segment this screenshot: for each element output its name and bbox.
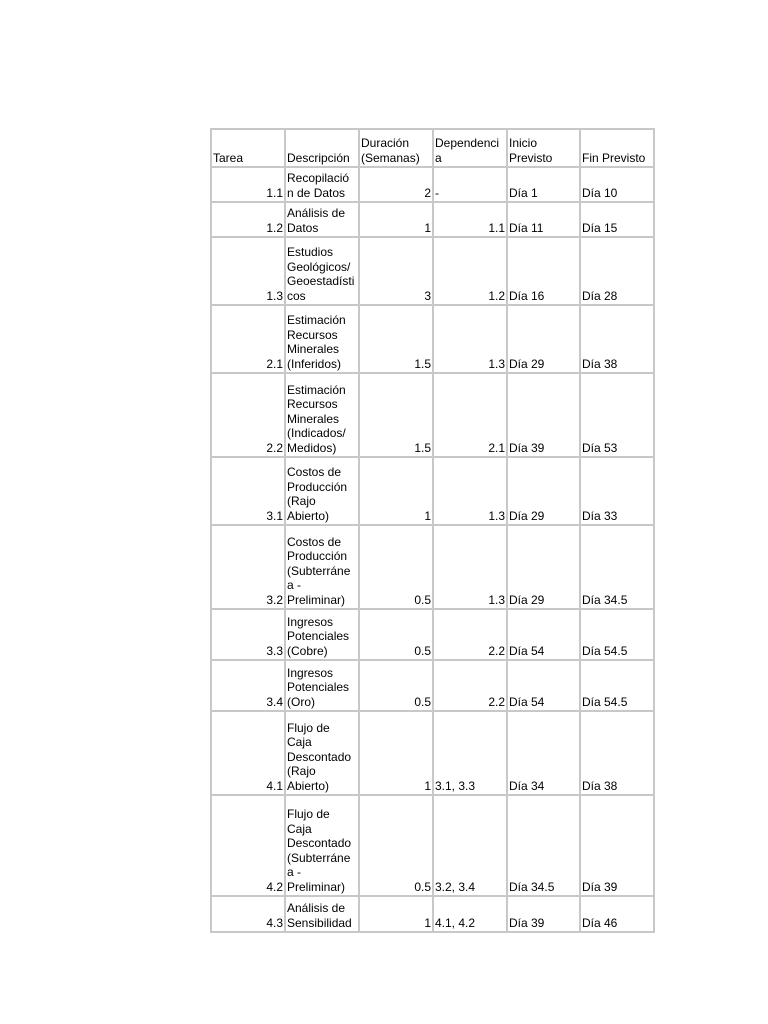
cell-duracion: 2 [359, 167, 433, 202]
cell-fin: Día 46 [580, 896, 654, 932]
cell-descripcion: Flujo de Caja Descontado (Rajo Abierto) [285, 711, 359, 795]
cell-fin: Día 34.5 [580, 525, 654, 609]
cell-fin: Día 15 [580, 202, 654, 237]
header-inicio: Inicio Previsto [507, 129, 580, 167]
cell-descripcion: Análisis de Datos [285, 202, 359, 237]
cell-fin: Día 33 [580, 457, 654, 525]
cell-dependencia: 1.3 [433, 457, 507, 525]
cell-fin: Día 54.5 [580, 660, 654, 711]
cell-inicio: Día 34.5 [507, 795, 580, 896]
cell-dependencia: - [433, 167, 507, 202]
cell-inicio: Día 39 [507, 896, 580, 932]
header-dependencia: Dependenci a [433, 129, 507, 167]
cell-fin: Día 39 [580, 795, 654, 896]
cell-fin: Día 54.5 [580, 609, 654, 660]
cell-inicio: Día 11 [507, 202, 580, 237]
cell-tarea: 2.2 [211, 373, 285, 457]
cell-tarea: 1.2 [211, 202, 285, 237]
header-fin: Fin Previsto [580, 129, 654, 167]
cell-tarea: 3.1 [211, 457, 285, 525]
header-tarea: Tarea [211, 129, 285, 167]
table-row [211, 711, 654, 795]
cell-tarea: 4.2 [211, 795, 285, 896]
table-row [211, 457, 654, 525]
cell-descripcion: Costos de Producción (Subterráne a - Preliminar) [285, 525, 359, 609]
table-row [211, 660, 654, 711]
cell-inicio: Día 54 [507, 660, 580, 711]
cell-duracion: 3 [359, 237, 433, 305]
cell-descripcion: Recopilació n de Datos [285, 167, 359, 202]
cell-descripcion: Flujo de Caja Descontado (Subterráne a - Preliminar) [285, 795, 359, 896]
cell-dependencia: 4.1, 4.2 [433, 896, 507, 932]
cell-inicio: Día 29 [507, 457, 580, 525]
table-row [211, 373, 654, 457]
cell-descripcion: Costos de Producción (Rajo Abierto) [285, 457, 359, 525]
cell-dependencia: 1.3 [433, 525, 507, 609]
cell-inicio: Día 54 [507, 609, 580, 660]
cell-fin: Día 38 [580, 711, 654, 795]
cell-dependencia: 1.3 [433, 305, 507, 373]
cell-duracion: 1.5 [359, 305, 433, 373]
cell-inicio: Día 34 [507, 711, 580, 795]
cell-fin: Día 38 [580, 305, 654, 373]
table-row [211, 896, 654, 932]
cell-descripcion: Ingresos Potenciales (Oro) [285, 660, 359, 711]
cell-duracion: 1.5 [359, 373, 433, 457]
cell-dependencia: 2.2 [433, 609, 507, 660]
cell-duracion: 0.5 [359, 795, 433, 896]
cell-tarea: 3.3 [211, 609, 285, 660]
cell-dependencia: 3.1, 3.3 [433, 711, 507, 795]
cell-tarea: 4.3 [211, 896, 285, 932]
cell-descripcion: Estudios Geológicos/ Geoestadísti cos [285, 237, 359, 305]
cell-duracion: 0.5 [359, 609, 433, 660]
cell-tarea: 1.1 [211, 167, 285, 202]
cell-dependencia: 2.1 [433, 373, 507, 457]
cell-dependencia: 3.2, 3.4 [433, 795, 507, 896]
header-descripcion: Descripción [285, 129, 359, 167]
cell-tarea: 3.2 [211, 525, 285, 609]
table-header-row [211, 129, 654, 167]
cell-descripcion: Estimación Recursos Minerales (Indicados/ Medidos) [285, 373, 359, 457]
cell-tarea: 3.4 [211, 660, 285, 711]
cell-duracion: 0.5 [359, 660, 433, 711]
cell-inicio: Día 1 [507, 167, 580, 202]
cell-duracion: 1 [359, 202, 433, 237]
cell-inicio: Día 39 [507, 373, 580, 457]
cell-duracion: 1 [359, 457, 433, 525]
cell-fin: Día 10 [580, 167, 654, 202]
cell-tarea: 2.1 [211, 305, 285, 373]
cell-fin: Día 28 [580, 237, 654, 305]
cell-duracion: 1 [359, 711, 433, 795]
table-row [211, 795, 654, 896]
table-row [211, 237, 654, 305]
cell-inicio: Día 29 [507, 305, 580, 373]
table-row [211, 305, 654, 373]
table-row [211, 609, 654, 660]
cell-tarea: 1.3 [211, 237, 285, 305]
cell-descripcion: Estimación Recursos Minerales (Inferidos) [285, 305, 359, 373]
cell-descripcion: Ingresos Potenciales (Cobre) [285, 609, 359, 660]
cell-descripcion: Análisis de Sensibilidad [285, 896, 359, 932]
cell-inicio: Día 16 [507, 237, 580, 305]
table-row [211, 202, 654, 237]
cell-dependencia: 1.2 [433, 237, 507, 305]
cell-inicio: Día 29 [507, 525, 580, 609]
schedule-table [210, 128, 655, 933]
cell-dependencia: 2.2 [433, 660, 507, 711]
cell-duracion: 0.5 [359, 525, 433, 609]
cell-fin: Día 53 [580, 373, 654, 457]
cell-dependencia: 1.1 [433, 202, 507, 237]
table-row [211, 525, 654, 609]
table-row [211, 167, 654, 202]
header-duracion: Duración (Semanas) [359, 129, 433, 167]
cell-duracion: 1 [359, 896, 433, 932]
cell-tarea: 4.1 [211, 711, 285, 795]
